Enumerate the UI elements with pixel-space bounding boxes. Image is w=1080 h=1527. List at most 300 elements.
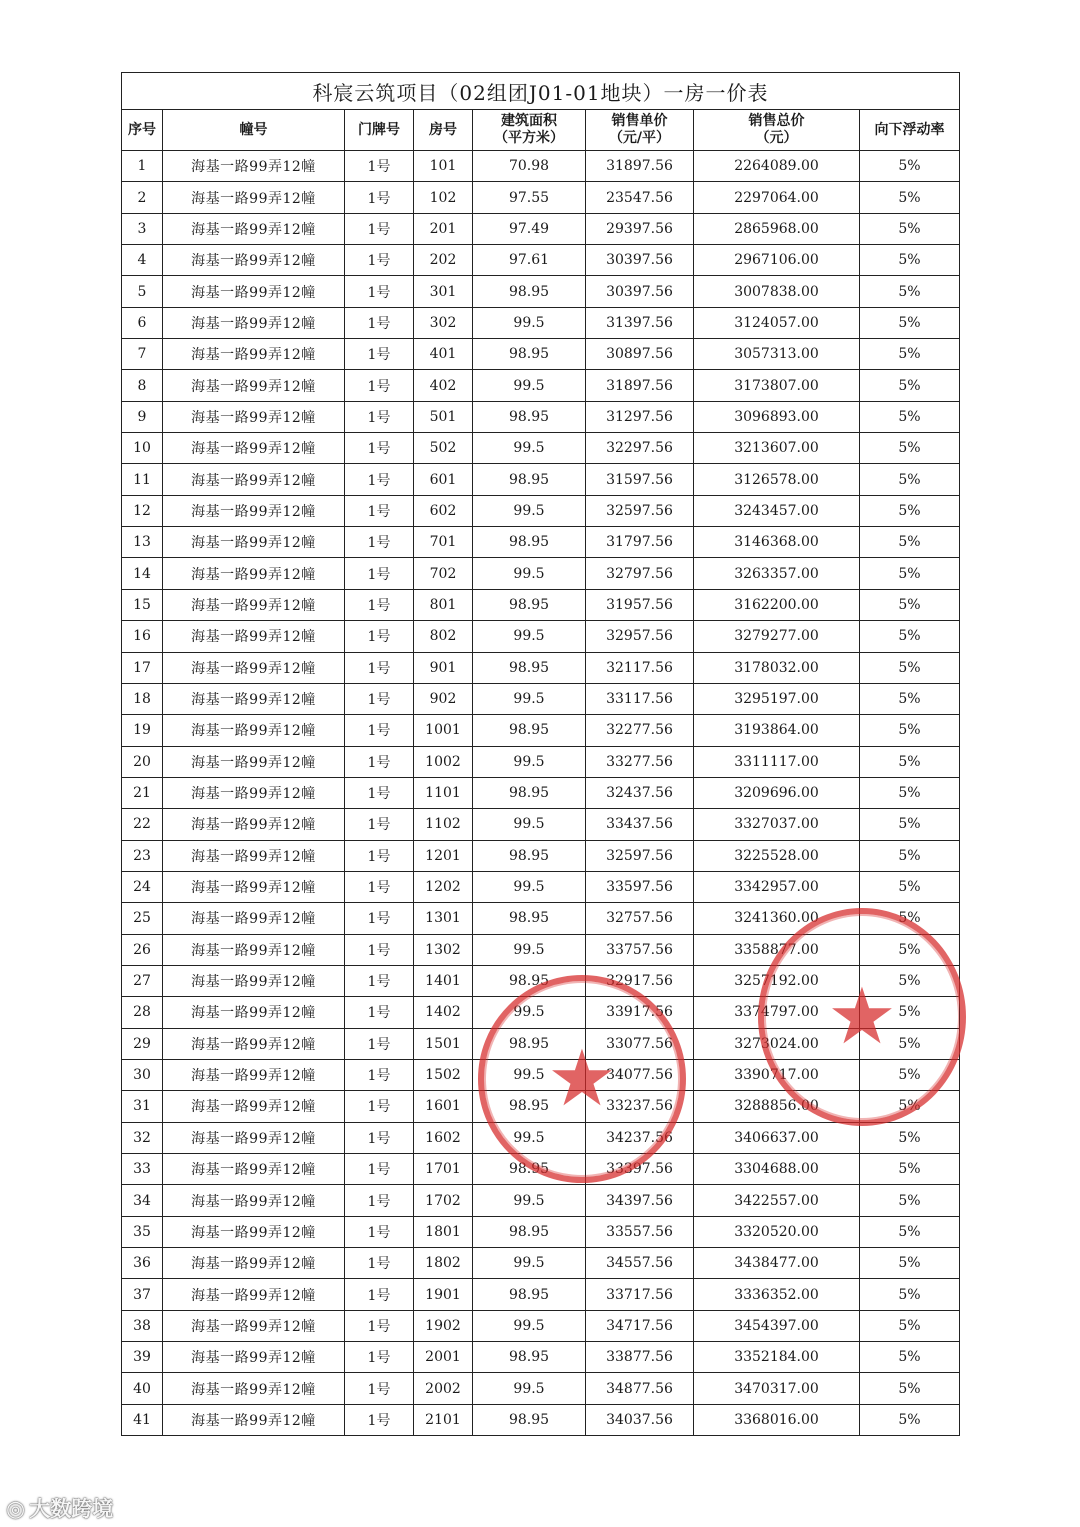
header-total-price-line2: （元） <box>755 130 798 146</box>
cell-float-rate: 5% <box>860 1122 960 1153</box>
cell-area: 98.95 <box>473 1028 586 1059</box>
cell-float-rate: 5% <box>860 339 960 370</box>
header-total-price <box>694 110 860 151</box>
watermark-text: 大数跨境 <box>29 1497 114 1521</box>
cell-unit-price: 33237.56 <box>586 1091 694 1122</box>
cell-unit-price: 33077.56 <box>586 1028 694 1059</box>
table-row <box>122 934 960 965</box>
cell-door: 1号 <box>345 1059 414 1090</box>
cell-area: 97.49 <box>473 213 586 244</box>
cell-unit-price: 34397.56 <box>586 1185 694 1216</box>
cell-building: 海基一路99弄12幢 <box>163 307 345 338</box>
cell-area: 98.95 <box>473 652 586 683</box>
cell-door: 1号 <box>345 1342 414 1373</box>
cell-area: 99.5 <box>473 809 586 840</box>
cell-unit-price: 33277.56 <box>586 746 694 777</box>
cell-total-price: 3368016.00 <box>694 1404 860 1435</box>
cell-door: 1号 <box>345 871 414 902</box>
cell-door: 1号 <box>345 997 414 1028</box>
cell-building: 海基一路99弄12幢 <box>163 339 345 370</box>
table-row <box>122 715 960 746</box>
cell-door: 1号 <box>345 1310 414 1341</box>
cell-area: 99.5 <box>473 433 586 464</box>
table-row <box>122 1091 960 1122</box>
cell-room: 1501 <box>414 1028 473 1059</box>
cell-room: 301 <box>414 276 473 307</box>
cell-area: 99.5 <box>473 746 586 777</box>
cell-seq: 7 <box>122 339 163 370</box>
cell-unit-price: 33557.56 <box>586 1216 694 1247</box>
cell-building: 海基一路99弄12幢 <box>163 1154 345 1185</box>
cell-building: 海基一路99弄12幢 <box>163 621 345 652</box>
cell-area: 98.95 <box>473 1342 586 1373</box>
cell-area: 98.95 <box>473 1154 586 1185</box>
cell-float-rate: 5% <box>860 1028 960 1059</box>
cell-seq: 23 <box>122 840 163 871</box>
cell-building: 海基一路99弄12幢 <box>163 1248 345 1279</box>
cell-door: 1号 <box>345 1091 414 1122</box>
cell-door: 1号 <box>345 715 414 746</box>
cell-float-rate: 5% <box>860 245 960 276</box>
cell-total-price: 2865968.00 <box>694 213 860 244</box>
cell-building: 海基一路99弄12幢 <box>163 151 345 182</box>
cell-room: 701 <box>414 527 473 558</box>
cell-float-rate: 5% <box>860 464 960 495</box>
cell-door: 1号 <box>345 276 414 307</box>
cell-building: 海基一路99弄12幢 <box>163 1373 345 1404</box>
cell-room: 2001 <box>414 1342 473 1373</box>
cell-total-price: 3336352.00 <box>694 1279 860 1310</box>
cell-seq: 25 <box>122 903 163 934</box>
header-total-price-line1: 销售总价 <box>748 113 805 129</box>
cell-room: 202 <box>414 245 473 276</box>
table-row <box>122 276 960 307</box>
cell-door: 1号 <box>345 809 414 840</box>
table-row <box>122 809 960 840</box>
cell-unit-price: 33877.56 <box>586 1342 694 1373</box>
cell-unit-price: 30397.56 <box>586 245 694 276</box>
cell-building: 海基一路99弄12幢 <box>163 182 345 213</box>
header-area-line2: （平方米） <box>494 130 564 146</box>
cell-float-rate: 5% <box>860 715 960 746</box>
seal-star-icon: ★ <box>547 1034 617 1124</box>
cell-seq: 13 <box>122 527 163 558</box>
cell-door: 1号 <box>345 1154 414 1185</box>
cell-area: 98.95 <box>473 276 586 307</box>
table-row <box>122 777 960 808</box>
cell-room: 1502 <box>414 1059 473 1090</box>
cell-float-rate: 5% <box>860 1154 960 1185</box>
cell-seq: 5 <box>122 276 163 307</box>
cell-seq: 30 <box>122 1059 163 1090</box>
cell-float-rate: 5% <box>860 1404 960 1435</box>
cell-total-price: 3173807.00 <box>694 370 860 401</box>
cell-room: 402 <box>414 370 473 401</box>
cell-building: 海基一路99弄12幢 <box>163 871 345 902</box>
cell-room: 1201 <box>414 840 473 871</box>
cell-door: 1号 <box>345 621 414 652</box>
cell-building: 海基一路99弄12幢 <box>163 840 345 871</box>
cell-door: 1号 <box>345 1216 414 1247</box>
cell-float-rate: 5% <box>860 276 960 307</box>
cell-door: 1号 <box>345 1248 414 1279</box>
table-row <box>122 370 960 401</box>
cell-area: 98.95 <box>473 715 586 746</box>
cell-unit-price: 33437.56 <box>586 809 694 840</box>
cell-room: 901 <box>414 652 473 683</box>
cell-room: 702 <box>414 558 473 589</box>
cell-unit-price: 34037.56 <box>586 1404 694 1435</box>
table-row <box>122 1373 960 1404</box>
cell-door: 1号 <box>345 589 414 620</box>
cell-room: 1301 <box>414 903 473 934</box>
cell-seq: 35 <box>122 1216 163 1247</box>
cell-total-price: 3241360.00 <box>694 903 860 934</box>
cell-seq: 36 <box>122 1248 163 1279</box>
cell-building: 海基一路99弄12幢 <box>163 809 345 840</box>
cell-door: 1号 <box>345 495 414 526</box>
header-unit-price-line1: 销售单价 <box>611 113 668 129</box>
cell-area: 99.5 <box>473 1248 586 1279</box>
cell-area: 98.95 <box>473 1091 586 1122</box>
cell-building: 海基一路99弄12幢 <box>163 527 345 558</box>
cell-room: 1202 <box>414 871 473 902</box>
cell-seq: 12 <box>122 495 163 526</box>
cell-door: 1号 <box>345 903 414 934</box>
cell-seq: 37 <box>122 1279 163 1310</box>
header-door: 门牌号 <box>345 110 414 151</box>
table-row <box>122 245 960 276</box>
cell-area: 99.5 <box>473 1122 586 1153</box>
cell-room: 1602 <box>414 1122 473 1153</box>
table-row <box>122 433 960 464</box>
cell-seq: 20 <box>122 746 163 777</box>
cell-building: 海基一路99弄12幢 <box>163 683 345 714</box>
cell-float-rate: 5% <box>860 307 960 338</box>
cell-float-rate: 5% <box>860 652 960 683</box>
cell-seq: 2 <box>122 182 163 213</box>
cell-float-rate: 5% <box>860 1279 960 1310</box>
cell-building: 海基一路99弄12幢 <box>163 1185 345 1216</box>
cell-room: 101 <box>414 151 473 182</box>
cell-float-rate: 5% <box>860 1216 960 1247</box>
table-row <box>122 182 960 213</box>
cell-building: 海基一路99弄12幢 <box>163 715 345 746</box>
cell-float-rate: 5% <box>860 589 960 620</box>
cell-door: 1号 <box>345 464 414 495</box>
cell-room: 501 <box>414 401 473 432</box>
table-row <box>122 840 960 871</box>
cell-area: 99.5 <box>473 1185 586 1216</box>
cell-seq: 26 <box>122 934 163 965</box>
cell-building: 海基一路99弄12幢 <box>163 464 345 495</box>
cell-unit-price: 31397.56 <box>586 307 694 338</box>
cell-building: 海基一路99弄12幢 <box>163 746 345 777</box>
cell-float-rate: 5% <box>860 683 960 714</box>
cell-room: 1101 <box>414 777 473 808</box>
cell-building: 海基一路99弄12幢 <box>163 558 345 589</box>
cell-door: 1号 <box>345 1279 414 1310</box>
cell-door: 1号 <box>345 1185 414 1216</box>
header-area-line1: 建筑面积 <box>501 113 557 129</box>
cell-total-price: 3454397.00 <box>694 1310 860 1341</box>
header-room: 房号 <box>414 110 473 151</box>
cell-building: 海基一路99弄12幢 <box>163 1404 345 1435</box>
table-row <box>122 1342 960 1373</box>
cell-total-price: 3311117.00 <box>694 746 860 777</box>
watermark <box>6 1493 113 1523</box>
cell-total-price: 3374797.00 <box>694 997 860 1028</box>
cell-area: 98.95 <box>473 777 586 808</box>
cell-unit-price: 34237.56 <box>586 1122 694 1153</box>
cell-area: 99.5 <box>473 558 586 589</box>
cell-total-price: 3178032.00 <box>694 652 860 683</box>
cell-total-price: 3288856.00 <box>694 1091 860 1122</box>
cell-area: 99.5 <box>473 370 586 401</box>
cell-unit-price: 34717.56 <box>586 1310 694 1341</box>
table-row <box>122 965 960 996</box>
cell-unit-price: 33597.56 <box>586 871 694 902</box>
table-body <box>122 151 960 1436</box>
cell-room: 1702 <box>414 1185 473 1216</box>
table-row <box>122 683 960 714</box>
cell-room: 1901 <box>414 1279 473 1310</box>
cell-building: 海基一路99弄12幢 <box>163 1216 345 1247</box>
cell-total-price: 3295197.00 <box>694 683 860 714</box>
cell-total-price: 3096893.00 <box>694 401 860 432</box>
cell-area: 97.55 <box>473 182 586 213</box>
cell-door: 1号 <box>345 370 414 401</box>
cell-seq: 8 <box>122 370 163 401</box>
cell-unit-price: 32277.56 <box>586 715 694 746</box>
cell-area: 98.95 <box>473 1279 586 1310</box>
ring-logo-icon: ◎ <box>6 1497 26 1522</box>
cell-area: 99.5 <box>473 1310 586 1341</box>
cell-door: 1号 <box>345 339 414 370</box>
cell-float-rate: 5% <box>860 1059 960 1090</box>
cell-total-price: 3273024.00 <box>694 1028 860 1059</box>
cell-area: 97.61 <box>473 245 586 276</box>
cell-area: 70.98 <box>473 151 586 182</box>
cell-area: 98.95 <box>473 903 586 934</box>
cell-total-price: 3320520.00 <box>694 1216 860 1247</box>
cell-total-price: 3257192.00 <box>694 965 860 996</box>
table-row <box>122 746 960 777</box>
header-unit-price-line2: （元/平） <box>608 130 671 146</box>
cell-area: 99.5 <box>473 1059 586 1090</box>
cell-door: 1号 <box>345 683 414 714</box>
cell-total-price: 3213607.00 <box>694 433 860 464</box>
header-unit-price <box>586 110 694 151</box>
cell-total-price: 3126578.00 <box>694 464 860 495</box>
cell-unit-price: 32957.56 <box>586 621 694 652</box>
cell-building: 海基一路99弄12幢 <box>163 1028 345 1059</box>
table-row <box>122 1028 960 1059</box>
cell-area: 99.5 <box>473 621 586 652</box>
cell-total-price: 3146368.00 <box>694 527 860 558</box>
cell-seq: 11 <box>122 464 163 495</box>
cell-float-rate: 5% <box>860 433 960 464</box>
cell-unit-price: 31297.56 <box>586 401 694 432</box>
cell-area: 98.95 <box>473 840 586 871</box>
table-row <box>122 997 960 1028</box>
cell-float-rate: 5% <box>860 1185 960 1216</box>
cell-unit-price: 31597.56 <box>586 464 694 495</box>
cell-room: 1302 <box>414 934 473 965</box>
cell-area: 98.95 <box>473 1216 586 1247</box>
cell-unit-price: 34077.56 <box>586 1059 694 1090</box>
cell-unit-price: 31957.56 <box>586 589 694 620</box>
cell-room: 1801 <box>414 1216 473 1247</box>
cell-area: 98.95 <box>473 464 586 495</box>
cell-seq: 17 <box>122 652 163 683</box>
cell-door: 1号 <box>345 527 414 558</box>
cell-total-price: 2297064.00 <box>694 182 860 213</box>
cell-unit-price: 33397.56 <box>586 1154 694 1185</box>
table-row <box>122 307 960 338</box>
cell-float-rate: 5% <box>860 1091 960 1122</box>
cell-door: 1号 <box>345 840 414 871</box>
cell-total-price: 3279277.00 <box>694 621 860 652</box>
cell-total-price: 3390717.00 <box>694 1059 860 1090</box>
table-row <box>122 1216 960 1247</box>
cell-building: 海基一路99弄12幢 <box>163 652 345 683</box>
table-row <box>122 401 960 432</box>
cell-room: 1701 <box>414 1154 473 1185</box>
cell-door: 1号 <box>345 245 414 276</box>
cell-door: 1号 <box>345 433 414 464</box>
cell-room: 902 <box>414 683 473 714</box>
cell-building: 海基一路99弄12幢 <box>163 1310 345 1341</box>
table-row <box>122 151 960 182</box>
cell-float-rate: 5% <box>860 997 960 1028</box>
cell-total-price: 3263357.00 <box>694 558 860 589</box>
cell-seq: 29 <box>122 1028 163 1059</box>
cell-float-rate: 5% <box>860 1373 960 1404</box>
cell-seq: 18 <box>122 683 163 714</box>
cell-total-price: 3225528.00 <box>694 840 860 871</box>
cell-door: 1号 <box>345 151 414 182</box>
cell-total-price: 3406637.00 <box>694 1122 860 1153</box>
cell-area: 98.95 <box>473 527 586 558</box>
cell-seq: 34 <box>122 1185 163 1216</box>
cell-area: 98.95 <box>473 339 586 370</box>
cell-float-rate: 5% <box>860 370 960 401</box>
cell-building: 海基一路99弄12幢 <box>163 965 345 996</box>
table-row <box>122 1279 960 1310</box>
cell-unit-price: 32117.56 <box>586 652 694 683</box>
cell-building: 海基一路99弄12幢 <box>163 245 345 276</box>
cell-unit-price: 33757.56 <box>586 934 694 965</box>
cell-float-rate: 5% <box>860 1248 960 1279</box>
cell-float-rate: 5% <box>860 965 960 996</box>
cell-room: 601 <box>414 464 473 495</box>
cell-building: 海基一路99弄12幢 <box>163 213 345 244</box>
cell-building: 海基一路99弄12幢 <box>163 1059 345 1090</box>
header-area <box>473 110 586 151</box>
cell-building: 海基一路99弄12幢 <box>163 903 345 934</box>
cell-seq: 4 <box>122 245 163 276</box>
cell-float-rate: 5% <box>860 527 960 558</box>
cell-seq: 27 <box>122 965 163 996</box>
cell-room: 102 <box>414 182 473 213</box>
cell-unit-price: 32297.56 <box>586 433 694 464</box>
cell-building: 海基一路99弄12幢 <box>163 1091 345 1122</box>
cell-door: 1号 <box>345 182 414 213</box>
cell-door: 1号 <box>345 401 414 432</box>
cell-float-rate: 5% <box>860 1342 960 1373</box>
table-row <box>122 339 960 370</box>
cell-room: 2002 <box>414 1373 473 1404</box>
cell-seq: 15 <box>122 589 163 620</box>
cell-door: 1号 <box>345 746 414 777</box>
cell-building: 海基一路99弄12幢 <box>163 997 345 1028</box>
cell-seq: 28 <box>122 997 163 1028</box>
cell-unit-price: 33117.56 <box>586 683 694 714</box>
table-row <box>122 1185 960 1216</box>
cell-float-rate: 5% <box>860 777 960 808</box>
cell-total-price: 3162200.00 <box>694 589 860 620</box>
table-row <box>122 213 960 244</box>
cell-area: 98.95 <box>473 589 586 620</box>
header-building: 幢号 <box>163 110 345 151</box>
cell-seq: 14 <box>122 558 163 589</box>
cell-float-rate: 5% <box>860 1310 960 1341</box>
cell-seq: 3 <box>122 213 163 244</box>
cell-total-price: 3007838.00 <box>694 276 860 307</box>
table-row <box>122 527 960 558</box>
cell-seq: 39 <box>122 1342 163 1373</box>
cell-building: 海基一路99弄12幢 <box>163 934 345 965</box>
cell-seq: 40 <box>122 1373 163 1404</box>
table-row <box>122 1248 960 1279</box>
cell-total-price: 3057313.00 <box>694 339 860 370</box>
cell-room: 1402 <box>414 997 473 1028</box>
cell-unit-price: 33717.56 <box>586 1279 694 1310</box>
table-row <box>122 589 960 620</box>
cell-area: 98.95 <box>473 401 586 432</box>
cell-door: 1号 <box>345 777 414 808</box>
cell-building: 海基一路99弄12幢 <box>163 433 345 464</box>
cell-total-price: 3438477.00 <box>694 1248 860 1279</box>
cell-total-price: 3342957.00 <box>694 871 860 902</box>
cell-building: 海基一路99弄12幢 <box>163 1122 345 1153</box>
cell-building: 海基一路99弄12幢 <box>163 1279 345 1310</box>
cell-area: 99.5 <box>473 683 586 714</box>
cell-float-rate: 5% <box>860 151 960 182</box>
cell-unit-price: 30897.56 <box>586 339 694 370</box>
cell-seq: 32 <box>122 1122 163 1153</box>
cell-unit-price: 31897.56 <box>586 370 694 401</box>
cell-unit-price: 34877.56 <box>586 1373 694 1404</box>
cell-area: 98.95 <box>473 965 586 996</box>
cell-seq: 22 <box>122 809 163 840</box>
cell-door: 1号 <box>345 1028 414 1059</box>
seal-star-icon: ★ <box>827 972 897 1062</box>
cell-unit-price: 31797.56 <box>586 527 694 558</box>
cell-total-price: 3193864.00 <box>694 715 860 746</box>
table-row <box>122 1154 960 1185</box>
cell-unit-price: 32917.56 <box>586 965 694 996</box>
cell-door: 1号 <box>345 1404 414 1435</box>
cell-room: 1902 <box>414 1310 473 1341</box>
table-row <box>122 1122 960 1153</box>
cell-total-price: 3327037.00 <box>694 809 860 840</box>
cell-seq: 41 <box>122 1404 163 1435</box>
cell-float-rate: 5% <box>860 182 960 213</box>
cell-seq: 31 <box>122 1091 163 1122</box>
cell-room: 502 <box>414 433 473 464</box>
